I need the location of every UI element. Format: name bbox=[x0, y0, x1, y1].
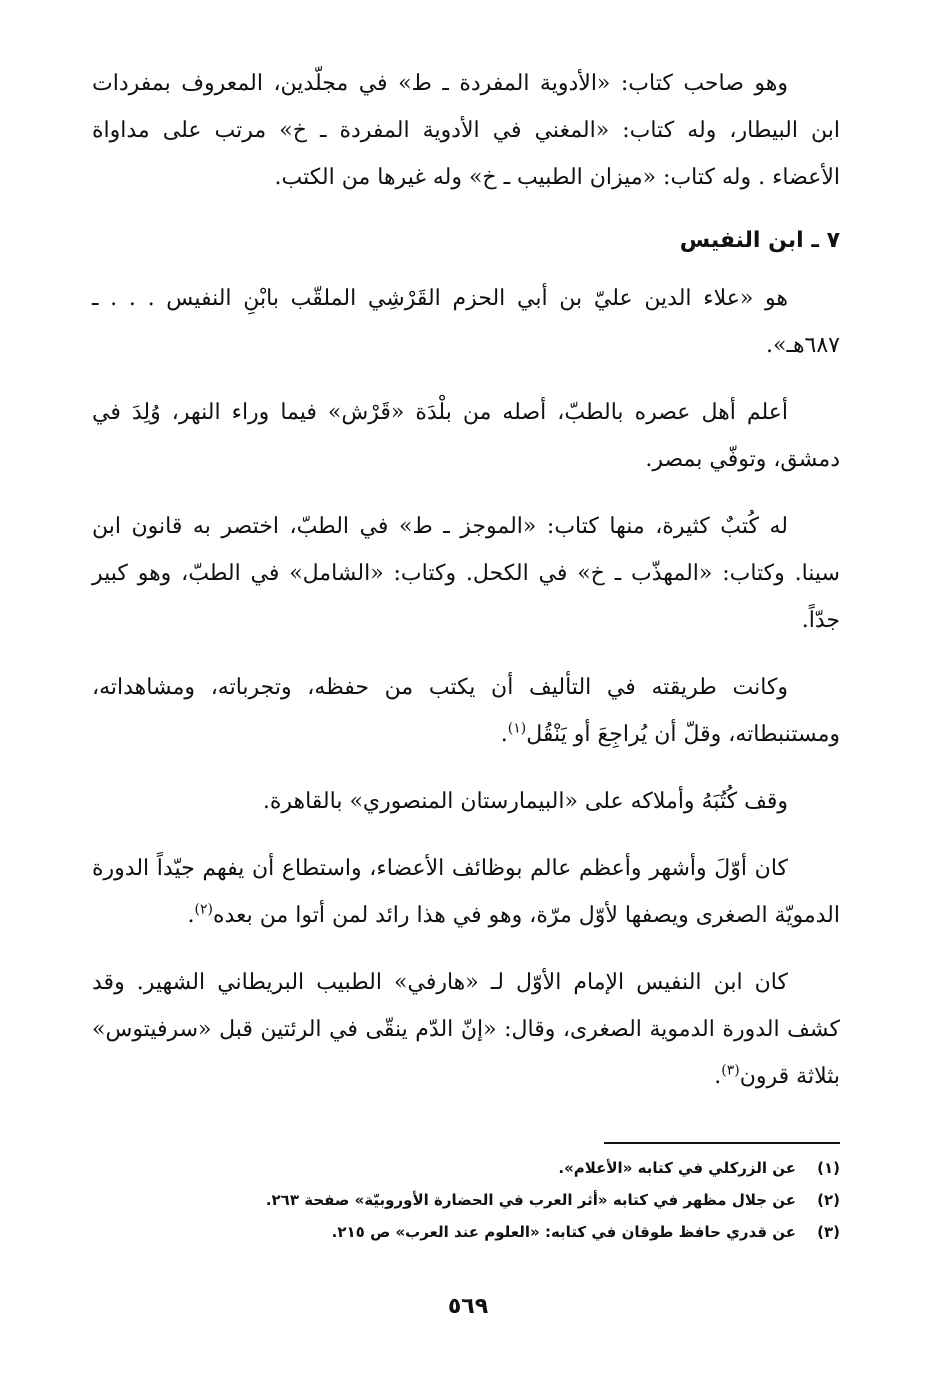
paragraph-text: كان ابن النفيس الإمام الأوّل لـ «هارفي» الطبيب البريطاني الشهير. وقد كشف الدورة الدموية الصغرى، وقال: «إنّ الدّم ينقّى في الرئتين قبل «سرفيتوس» بثلاثة قرون bbox=[92, 970, 840, 1089]
paragraph-text: وقف كُتُبَهُ وأملاكه على «البيمارستان المنصوري» بالقاهرة. bbox=[262, 789, 788, 814]
footnote-divider bbox=[604, 1142, 840, 1144]
footnote-item bbox=[92, 1184, 840, 1216]
paragraph-text: وكانت طريقته في التأليف أن يكتب من حفظه، وتجرباته، ومشاهداته، ومستنبطاته، وقلّ أن يُراجِعَ أو يَنْقُل bbox=[92, 675, 840, 747]
paragraph bbox=[92, 845, 840, 939]
paragraph bbox=[92, 60, 840, 201]
paragraph-text: له كُتبٌ كثيرة، منها كتاب: «الموجز ـ ط» في الطبّ، اختصر به قانون ابن سينا. وكتاب: «المهذّب ـ خ» في الكحل. وكتاب: «الشامل» في الطبّ، وهو كبير جدّاً. bbox=[92, 514, 840, 633]
page-number: ٥٦٩ bbox=[447, 1294, 489, 1319]
footnote-text: عن جلال مظهر في كتابه «أثر العرب في الحضارة الأوروبيّة» صفحة ٢٦٣. bbox=[265, 1191, 796, 1209]
paragraph-text: كان أوّلَ وأشهر وأعظم عالم بوظائف الأعضاء، واستطاع أن يفهم جيّداً الدورة الدمويّة الصغرى ويصفها لأوّل مرّة، وهو في هذا رائد لمن أتوا من بعده bbox=[92, 856, 840, 928]
paragraph-end: . bbox=[187, 903, 195, 928]
section-heading: ٧ ـ ابن النفيس bbox=[679, 228, 840, 253]
paragraph-text: هو «علاء الدين عليّ بن أبي الحزم القَرْشِي الملقّب بابْنِ النفيس . . . ـ ٦٨٧هـ». bbox=[92, 286, 840, 358]
footnote-text: عن قدري حافظ طوقان في كتابه: «العلوم عند العرب» ص ٢١٥. bbox=[331, 1223, 796, 1241]
footnote-number: (٣) bbox=[817, 1223, 840, 1241]
paragraph bbox=[92, 275, 840, 369]
footnotes bbox=[92, 1152, 840, 1248]
paragraph bbox=[92, 959, 840, 1100]
paragraph-text: أعلم أهل عصره بالطبّ، أصله من بلْدَة «قَرْش» فيما وراء النهر، وُلِدَ في دمشق، وتوفّي بمصر. bbox=[92, 400, 840, 472]
paragraph bbox=[92, 389, 840, 483]
paragraph-end: . bbox=[714, 1064, 722, 1089]
paragraph bbox=[92, 778, 840, 825]
footnote-text: عن الزركلي في كتابه «الأعلام». bbox=[558, 1159, 796, 1177]
footnote-item bbox=[92, 1152, 840, 1184]
footnote-item bbox=[92, 1216, 840, 1248]
paragraph-end: . bbox=[500, 722, 508, 747]
main-text bbox=[92, 60, 840, 1120]
paragraph bbox=[92, 664, 840, 758]
footnote-ref[interactable]: (١) bbox=[507, 720, 527, 737]
paragraph-text: وهو صاحب كتاب: «الأدوية المفردة ـ ط» في مجلّدين، المعروف بمفردات ابن البيطار، وله كتاب: «المغني في الأدوية المفردة ـ خ» مرتب على مداواة الأعضاء . وله كتاب: «ميزان الطبيب ـ خ» وله غيرها من الكتب. bbox=[92, 71, 840, 190]
paragraph bbox=[92, 503, 840, 644]
footnote-number: (٢) bbox=[817, 1191, 840, 1209]
footnote-ref[interactable]: (٢) bbox=[194, 901, 213, 918]
footnote-number: (١) bbox=[817, 1159, 840, 1177]
footnote-ref[interactable]: (٣) bbox=[721, 1062, 740, 1079]
